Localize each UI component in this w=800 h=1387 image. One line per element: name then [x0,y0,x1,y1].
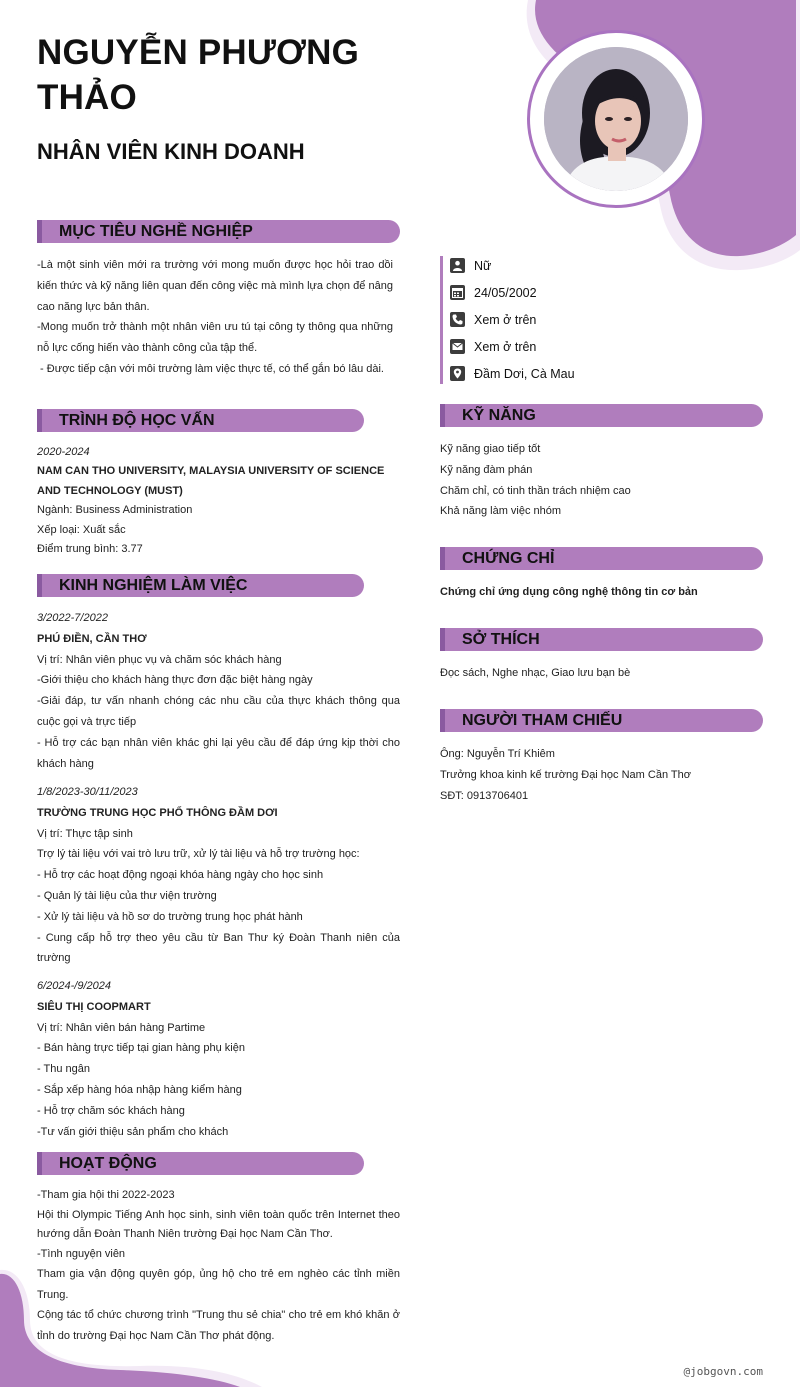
objective-line: -Là một sinh viên mới ra trường với mong muốn được học hỏi trao dồi kiến thức và kỹ năng liên quan đến công việc mà mình lựa chọn để nâng cao năng lực bản thân. [37,259,393,313]
education-period: 2020-2024 [37,446,90,458]
job-position: Vị trí: Thực tập sinh [37,827,133,840]
activity-line: -Tình nguyện viên [37,1247,126,1260]
phone-icon [450,312,465,327]
reference-phone: SĐT: 0913706401 [440,789,529,802]
job-duty: -Giới thiệu cho khách hàng thực đơn đặc biệt hàng ngày [37,674,313,687]
activity-line: Tham gia vận động quyên góp, ủng hộ cho trẻ em nghèo các tỉnh miền Trung. [37,1268,400,1301]
objective-title: MỤC TIÊU NGHỀ NGHIỆP [59,223,253,240]
mail-icon [450,339,465,354]
hobbies-title: SỞ THÍCH [462,631,540,648]
job-duty: - Quản lý tài liệu của thư viện trường [37,889,217,902]
job-duty: Trợ lý tài liệu với vai trò lưu trữ, xử lý tài liệu và hỗ trợ trường học: [37,848,360,861]
experience-job [37,976,400,1142]
reference-name: Ông: Nguyễn Trí Khiêm [440,748,555,760]
objective-line: - Được tiếp cận với môi trường làm việc thực tế, có thể gắn bó lâu dài. [37,362,384,375]
phone-value: Xem ở trên [474,313,537,327]
address-value: Đầm Dơi, Cà Mau [474,367,575,381]
job-duty: - Thu ngân [37,1063,91,1076]
activity-line: Cộng tác tổ chức chương trình "Trung thu sẻ chia" cho trẻ em khó khăn ở tỉnh do trường Đại học Nam Cần Thơ phát động. [37,1309,400,1342]
experience-job [37,608,400,774]
objective-section-header [37,220,400,243]
skill-item: Kỹ năng đàm phán [440,463,533,476]
certificates-title: CHỨNG CHỈ [462,550,555,567]
education-block [37,443,400,559]
activities-title: HOẠT ĐỘNG [59,1155,157,1172]
education-rank: Xếp loại: Xuất sắc [37,523,126,536]
objective-text [37,255,393,380]
skill-item: Chăm chỉ, có tinh thần trách nhiệm cao [440,484,631,497]
references-block [440,744,763,806]
activities-block [37,1186,400,1346]
experience-title: KINH NGHIỆM LÀM VIỆC [59,577,248,594]
activity-line: Hội thi Olympic Tiếng Anh học sinh, sinh viên toàn quốc trên Internet theo hướng dẫn Đoàn Thanh Niên trường Đại học Nam Cần Thơ. [37,1208,400,1240]
education-section-header [37,409,364,432]
job-duty: -Giải đáp, tư vấn nhanh chóng các nhu cầu của thực khách thông qua cuộc gọi và trực tiếp [37,695,400,728]
objective-line: -Mong muốn trở thành một nhân viên ưu tú tại công ty thông qua những nỗ lực cống hiến vào thành công của tập thể. [37,321,393,355]
hobbies-section-header [440,628,763,651]
skills-section-header [440,404,763,427]
job-duty: - Bán hàng trực tiếp tại gian hàng phụ kiện [37,1042,245,1055]
activity-line: -Tham gia hội thi 2022-2023 [37,1189,175,1201]
job-duty: - Hỗ trợ các bạn nhân viên khác ghi lại yêu cầu để đáp ứng kịp thời cho khách hàng [37,736,400,770]
education-school: NAM CAN THO UNIVERSITY, MALAYSIA UNIVERSITY OF SCIENCE AND TECHNOLOGY (MUST) [37,465,385,497]
job-period: 3/2022-7/2022 [37,612,108,624]
education-title: TRÌNH ĐỘ HỌC VẤN [59,412,215,429]
job-title: NHÂN VIÊN KINH DOANH [37,139,305,164]
references-section-header [440,709,763,732]
experience-section-header [37,574,364,597]
person-icon [450,258,465,273]
skill-item: Kỹ năng giao tiếp tốt [440,443,541,455]
profile-photo-frame [527,30,705,208]
references-title: NGƯỜI THAM CHIẾU [462,712,623,729]
skills-title: KỸ NĂNG [462,407,536,424]
hobbies-text: Đọc sách, Nghe nhạc, Giao lưu bạn bè [440,667,631,679]
skill-item: Khả năng làm việc nhóm [440,505,562,518]
job-company: PHÚ ĐIỀN, CẦN THƠ [37,632,147,645]
job-duty: - Sắp xếp hàng hóa nhập hàng kiểm hàng [37,1083,242,1096]
skills-list [440,439,763,522]
profile-photo [544,47,688,191]
job-period: 1/8/2023-30/11/2023 [37,786,138,798]
job-duty: - Xử lý tài liệu và hồ sơ do trường trung học phát hành [37,910,303,923]
job-position: Vị trí: Nhân viên phục vụ và chăm sóc khách hàng [37,653,282,666]
job-duty: -Tư vấn giới thiệu sản phẩm cho khách [37,1125,229,1138]
watermark: @jobgovn.com [683,1365,763,1378]
education-major: Ngành: Business Administration [37,504,193,517]
job-duty: - Cung cấp hỗ trợ theo yêu cầu từ Ban Thư ký Đoàn Thanh niên của trường [37,931,400,965]
job-position: Vị trí: Nhân viên bán hàng Partime [37,1021,206,1034]
job-company: SIÊU THỊ COOPMART [37,1000,151,1013]
job-duty: - Hỗ trợ chăm sóc khách hàng [37,1104,185,1117]
gender-value: Nữ [474,259,492,273]
certificates-section-header [440,547,763,570]
job-period: 6/2024-/9/2024 [37,980,112,992]
email-value: Xem ở trên [474,340,537,354]
birthdate-value: 24/05/2002 [474,286,537,300]
reference-position: Trưởng khoa kinh kế trường Đại học Nam Cần Thơ [440,768,691,781]
job-duty: - Hỗ trợ các hoạt động ngoại khóa hàng ngày cho học sinh [37,869,324,882]
education-gpa: Điểm trung bình: 3.77 [37,543,143,556]
candidate-name: NGUYỄN PHƯƠNG THẢO [37,33,360,117]
calendar-icon [450,285,465,300]
experience-job [37,782,400,969]
job-company: TRƯỜNG TRUNG HỌC PHỔ THÔNG ĐẦM DƠI [37,806,278,819]
activities-section-header [37,1152,364,1175]
location-pin-icon [450,366,465,381]
info-accent-line [440,256,443,384]
certificate-item: Chứng chỉ ứng dụng công nghệ thông tin cơ bản [440,586,698,598]
